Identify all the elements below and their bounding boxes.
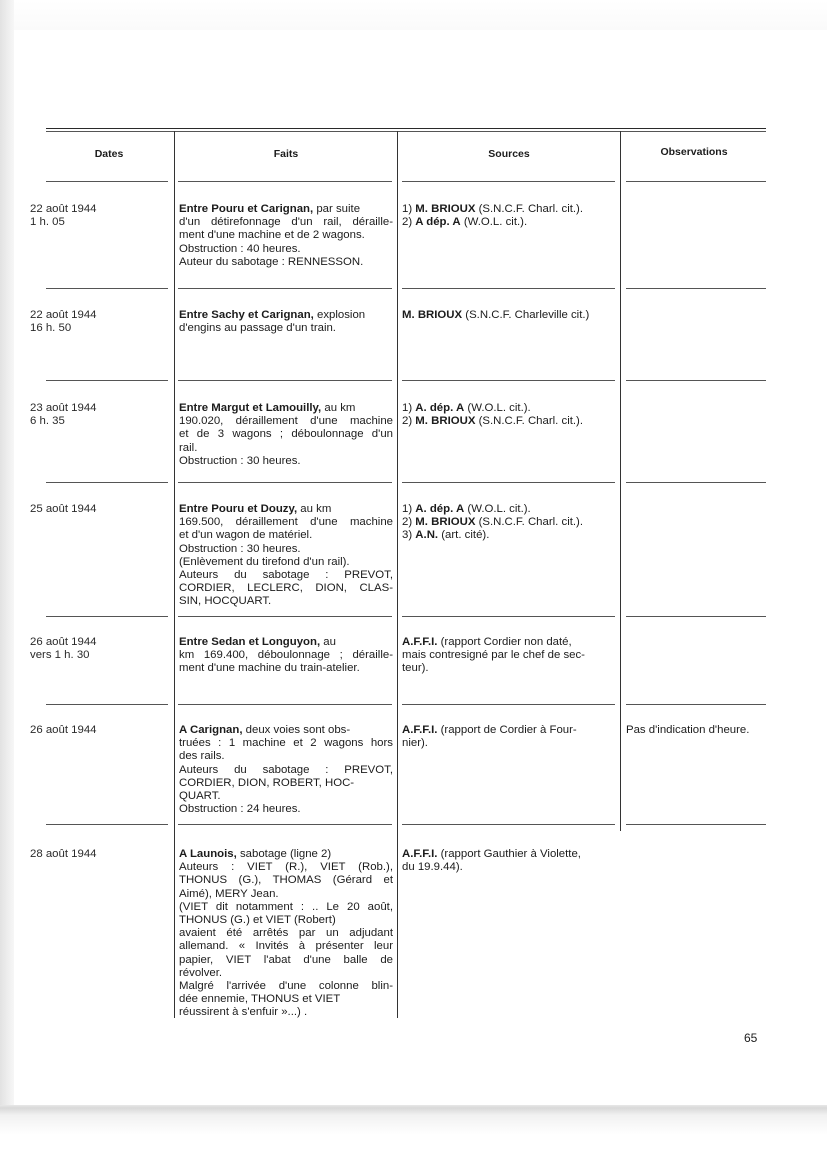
faits-line: truées : 1 machine et 2 wagons hors [179,737,393,750]
observation-cell: Pas d'indication d'heure. [626,724,750,736]
row-separator [178,288,392,289]
sources-cell [402,724,616,750]
place-name: A Launois, [179,848,237,860]
faits-line: Auteur du sabotage : RENNESSON. [179,255,364,268]
faits-cell [179,402,393,468]
faits-line: THONUS (G.) et VIET (Robert) [179,914,336,927]
date-cell [30,636,160,662]
source-name: A.F.F.I. [402,848,438,860]
date-line: 25 août 1944 [30,503,97,515]
row-separator [46,288,168,289]
faits-line: avaient été arrêtés par un adjudant [179,927,393,940]
faits-line: CORDIER, LECLERC, DION, CLAS- [179,582,393,595]
source-line: teur). [402,662,429,675]
faits-line: dée ennemie, THONUS et VIET [179,993,341,1006]
faits-line: révolver. [179,966,223,979]
faits-line: ment d'une machine et de 2 wagons. [179,229,365,242]
faits-line: Entre Pouru et Carignan, par suite [179,203,361,215]
date-cell [30,309,160,335]
row-separator [626,482,766,483]
source-line: A.F.F.I. (rapport de Cordier à Four- [402,724,577,736]
column-divider-faits-sources [397,131,398,1018]
time-line: 6 h. 35 [30,415,65,428]
source-line: A.F.F.I. (rapport Cordier non daté, [402,636,572,648]
source-line: 2) M. BRIOUX (S.N.C.F. Charl. cit.). [402,516,584,529]
faits-line: Obstruction : 30 heures. [179,542,301,555]
row-separator [46,482,168,483]
row-separator [626,616,766,617]
source-line: 2) M. BRIOUX (S.N.C.F. Charl. cit.). [402,415,584,428]
faits-line: THONUS (G.), THOMAS (Gérard et [179,874,393,887]
faits-cell [179,724,393,816]
faits-line: réussirent à s'enfuir »...) . [179,1006,308,1019]
row-separator [626,704,766,705]
row-separator [46,616,168,617]
date-line: 22 août 1944 [30,309,97,321]
faits-line: et d'un wagon de matériel. [179,529,313,542]
source-line: 3) A.N. (art. cité). [402,529,490,542]
date-cell [30,402,160,428]
row-separator [402,704,615,705]
row-separator [46,824,168,825]
source-name: A.N. [415,529,439,542]
faits-cell [179,636,393,676]
scan-top-margin [0,0,827,30]
place-name: Entre Sachy et Carignan, [179,309,314,321]
date-cell [30,503,160,516]
sources-cell [402,636,616,676]
date-cell [30,848,160,861]
sources-cell [402,402,616,428]
faits-line: Entre Sedan et Longuyon, au [179,636,336,648]
sources-cell [402,203,616,229]
faits-line: 169.500, déraillement d'une machine [179,516,393,529]
source-name: M. BRIOUX [415,516,476,529]
faits-line: A Launois, sabotage (ligne 2) [179,848,332,860]
row-separator [46,380,168,381]
faits-line: CORDIER, DION, ROBERT, HOC- [179,776,355,789]
row-separator [402,616,615,617]
place-name: Entre Pouru et Carignan, [179,203,314,215]
row-separator [402,824,615,825]
source-name: M. BRIOUX [402,309,463,321]
row-separator [626,181,766,182]
row-separator [46,181,168,182]
faits-line: km 169.400, déboulonnage ; déraille- [179,649,393,662]
faits-cell [179,503,393,609]
column-divider-dates-faits [174,131,175,1018]
table-top-rule [46,128,766,129]
place-name: Entre Pouru et Douzy, [179,503,298,515]
source-line: du 19.9.44). [402,861,463,874]
faits-line: Obstruction : 40 heures. [179,242,301,255]
source-name: A.F.F.I. [402,636,438,648]
faits-line: et de 3 wagons ; déboulonnage d'un [179,428,393,441]
faits-line: Auteurs : VIET (R.), VIET (Rob.), [179,861,393,874]
time-line: 16 h. 50 [30,322,72,335]
date-line: 22 août 1944 [30,203,97,215]
source-line: A.F.F.I. (rapport Gauthier à Violette, [402,848,581,860]
faits-line: Malgré l'arrivée d'une colonne blin- [179,980,393,993]
date-line: 28 août 1944 [30,848,97,860]
page-bottom-edge [0,1105,827,1168]
faits-line: des rails. [179,750,225,763]
row-separator [402,288,615,289]
row-separator [402,181,615,182]
source-name: M. BRIOUX [415,203,476,215]
date-line: 26 août 1944 [30,636,97,648]
source-line: 1) A. dép. A (W.O.L. cit.). [402,503,531,515]
row-separator [46,704,168,705]
faits-line: rail. [179,441,198,454]
row-separator [178,181,392,182]
place-name: A Carignan, [179,724,243,736]
sources-cell [402,848,616,874]
date-cell [30,724,160,737]
time-line: vers 1 h. 30 [30,649,90,662]
faits-line: Entre Margut et Lamouilly, au km [179,402,356,414]
faits-line: 190.020, déraillement d'une machine [179,415,393,428]
faits-line: d'engins au passage d'un train. [179,322,336,335]
row-separator [626,824,766,825]
faits-cell [179,848,393,1020]
faits-line: QUART. [179,790,221,803]
source-name: A dép. A [415,216,461,229]
row-separator [626,380,766,381]
page-number: 65 [744,1031,758,1045]
header-faits: Faits [273,148,299,160]
faits-line: ment d'une machine du train-atelier. [179,662,360,675]
table-top-rule-secondary [46,131,766,132]
place-name: Entre Sedan et Longuyon, [179,636,321,648]
row-separator [178,824,392,825]
header-dates: Dates [94,148,124,160]
faits-line: Entre Pouru et Douzy, au km [179,503,332,515]
faits-line: (VIET dit notamment : .. Le 20 août, [179,900,393,913]
faits-line: papier, VIET l'abat d'une balle de [179,953,393,966]
header-sources: Sources [488,148,530,160]
source-line: 2) A dép. A (W.O.L. cit.). [402,216,528,229]
source-name: A.F.F.I. [402,724,438,736]
row-separator [402,380,615,381]
row-separator [178,380,392,381]
time-line: 1 h. 05 [30,216,65,229]
row-separator [178,482,392,483]
book-spine-shadow [0,0,14,1168]
sources-cell [402,503,616,543]
faits-line: SIN, HOCQUART. [179,595,272,608]
faits-line: allemand. « Invités à présenter leur [179,940,393,953]
faits-line: Auteurs du sabotage : PREVOT, [179,569,393,582]
source-line: 1) M. BRIOUX (S.N.C.F. Charl. cit.). [402,203,584,215]
faits-line: Auteurs du sabotage : PREVOT, [179,763,393,776]
place-name: Entre Margut et Lamouilly, [179,402,322,414]
source-name: M. BRIOUX [415,415,476,428]
source-line: nier). [402,737,428,750]
row-separator [178,704,392,705]
faits-cell [179,203,393,269]
faits-line: Obstruction : 30 heures. [179,454,301,467]
source-line: mais contresigné par le chef de sec- [402,649,585,662]
source-name: A. dép. A [415,503,465,515]
sources-cell [402,309,616,322]
date-cell [30,203,160,229]
date-line: 26 août 1944 [30,724,97,736]
faits-line: Aimé), MERY Jean. [179,887,279,900]
faits-line: (Enlèvement du tirefond d'un rail). [179,555,350,568]
faits-line: A Carignan, deux voies sont obs- [179,724,351,736]
row-separator [402,482,615,483]
row-separator [178,616,392,617]
faits-line: Obstruction : 24 heures. [179,803,301,816]
date-line: 23 août 1944 [30,402,97,414]
column-divider-sources-observations [620,131,621,831]
header-observations: Observations [660,146,728,158]
source-line: 1) A. dép. A (W.O.L. cit.). [402,402,531,414]
source-name: A. dép. A [415,402,465,414]
faits-line: Entre Sachy et Carignan, explosion [179,309,366,321]
faits-cell [179,309,393,335]
source-line: M. BRIOUX (S.N.C.F. Charleville cit.) [402,309,590,321]
row-separator [626,288,766,289]
faits-line: d'un détirefonnage d'un rail, déraille- [179,216,393,229]
